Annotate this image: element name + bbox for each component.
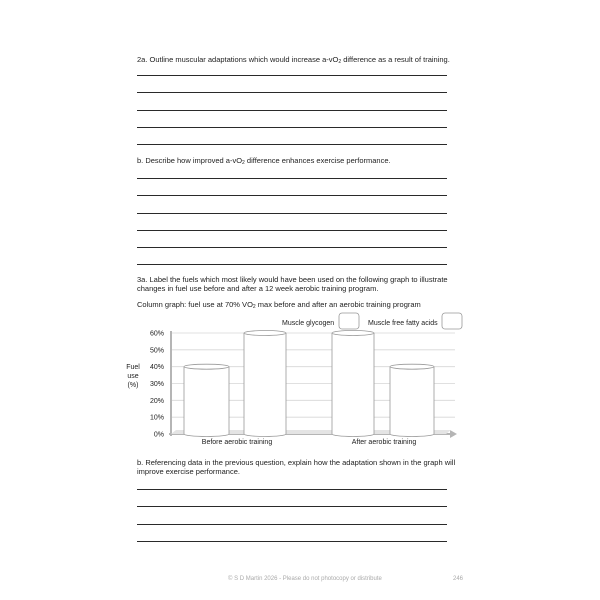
x-category-label: After aerobic training <box>351 439 417 446</box>
legend-answer-box-2[interactable] <box>442 313 462 329</box>
graph-caption-subscript: 2 <box>252 304 256 310</box>
question-2a-subscript: 2 <box>338 59 342 65</box>
bar-top <box>184 364 229 369</box>
question-3a-line2: changes in fuel use before and after a 12 week aerobic training program. <box>137 284 379 293</box>
y-tick-label: 40% <box>149 364 164 372</box>
answer-line-3b-3[interactable] <box>137 524 447 525</box>
x-axis-arrow-icon <box>450 430 457 438</box>
answer-line-3b-1[interactable] <box>137 489 447 490</box>
y-axis-label-line1: Fuel <box>126 364 140 371</box>
x-category-label: Before aerobic training <box>201 439 273 446</box>
question-2a-text: 2a. Outline muscular adaptations which would increase a-vO <box>137 55 339 64</box>
bar <box>184 367 229 437</box>
legend-answer-box-1[interactable] <box>339 313 359 329</box>
y-axis-label-line2: use <box>127 373 139 380</box>
graph-caption-text-end: max before and after an aerobic training program <box>255 300 421 309</box>
question-3b-line1: b. Referencing data in the previous question, explain how the adaptation shown in the graph will <box>137 458 456 467</box>
legend-label-muscle-glycogen: Muscle glycogen <box>282 320 335 327</box>
question-2b-subscript: 2 <box>242 160 245 166</box>
y-axis-label-line3: (%) <box>127 382 139 389</box>
bar <box>332 333 374 437</box>
y-tick-label: 0% <box>153 431 164 439</box>
bar-top <box>332 331 374 336</box>
y-tick-label: 60% <box>149 330 164 338</box>
legend-label-muscle-free-fatty-acids: Muscle free fatty acids <box>368 320 438 327</box>
bar-top <box>244 331 286 336</box>
bar-top <box>390 364 434 369</box>
question-3b <box>137 458 455 476</box>
question-2b-text-end: difference enhances exercise performance. <box>244 156 391 165</box>
answer-line-3b-2[interactable] <box>137 506 447 507</box>
y-tick-label: 10% <box>149 414 164 422</box>
question-3a-line1: 3a. Label the fuels which most likely would have been used on the following graph to illustrate <box>137 275 448 284</box>
bar <box>390 367 434 437</box>
bar <box>244 333 286 437</box>
question-2b-text: b. Describe how improved a-vO <box>137 156 243 165</box>
question-3b-line2: improve exercise performance. <box>137 467 240 476</box>
y-tick-label: 20% <box>149 397 164 405</box>
y-tick-label: 30% <box>149 381 164 388</box>
graph-caption-text: Column graph: fuel use at 70% VO <box>137 300 253 309</box>
question-2a-text-end: difference as a result of training. <box>341 55 450 64</box>
copyright-footer: © S D Martin 2026 - Please do not photocopy or distribute <box>228 576 382 582</box>
answer-line-3b-4[interactable] <box>137 541 447 542</box>
page-number: 246 <box>453 576 464 582</box>
y-tick-label: 50% <box>149 347 164 355</box>
